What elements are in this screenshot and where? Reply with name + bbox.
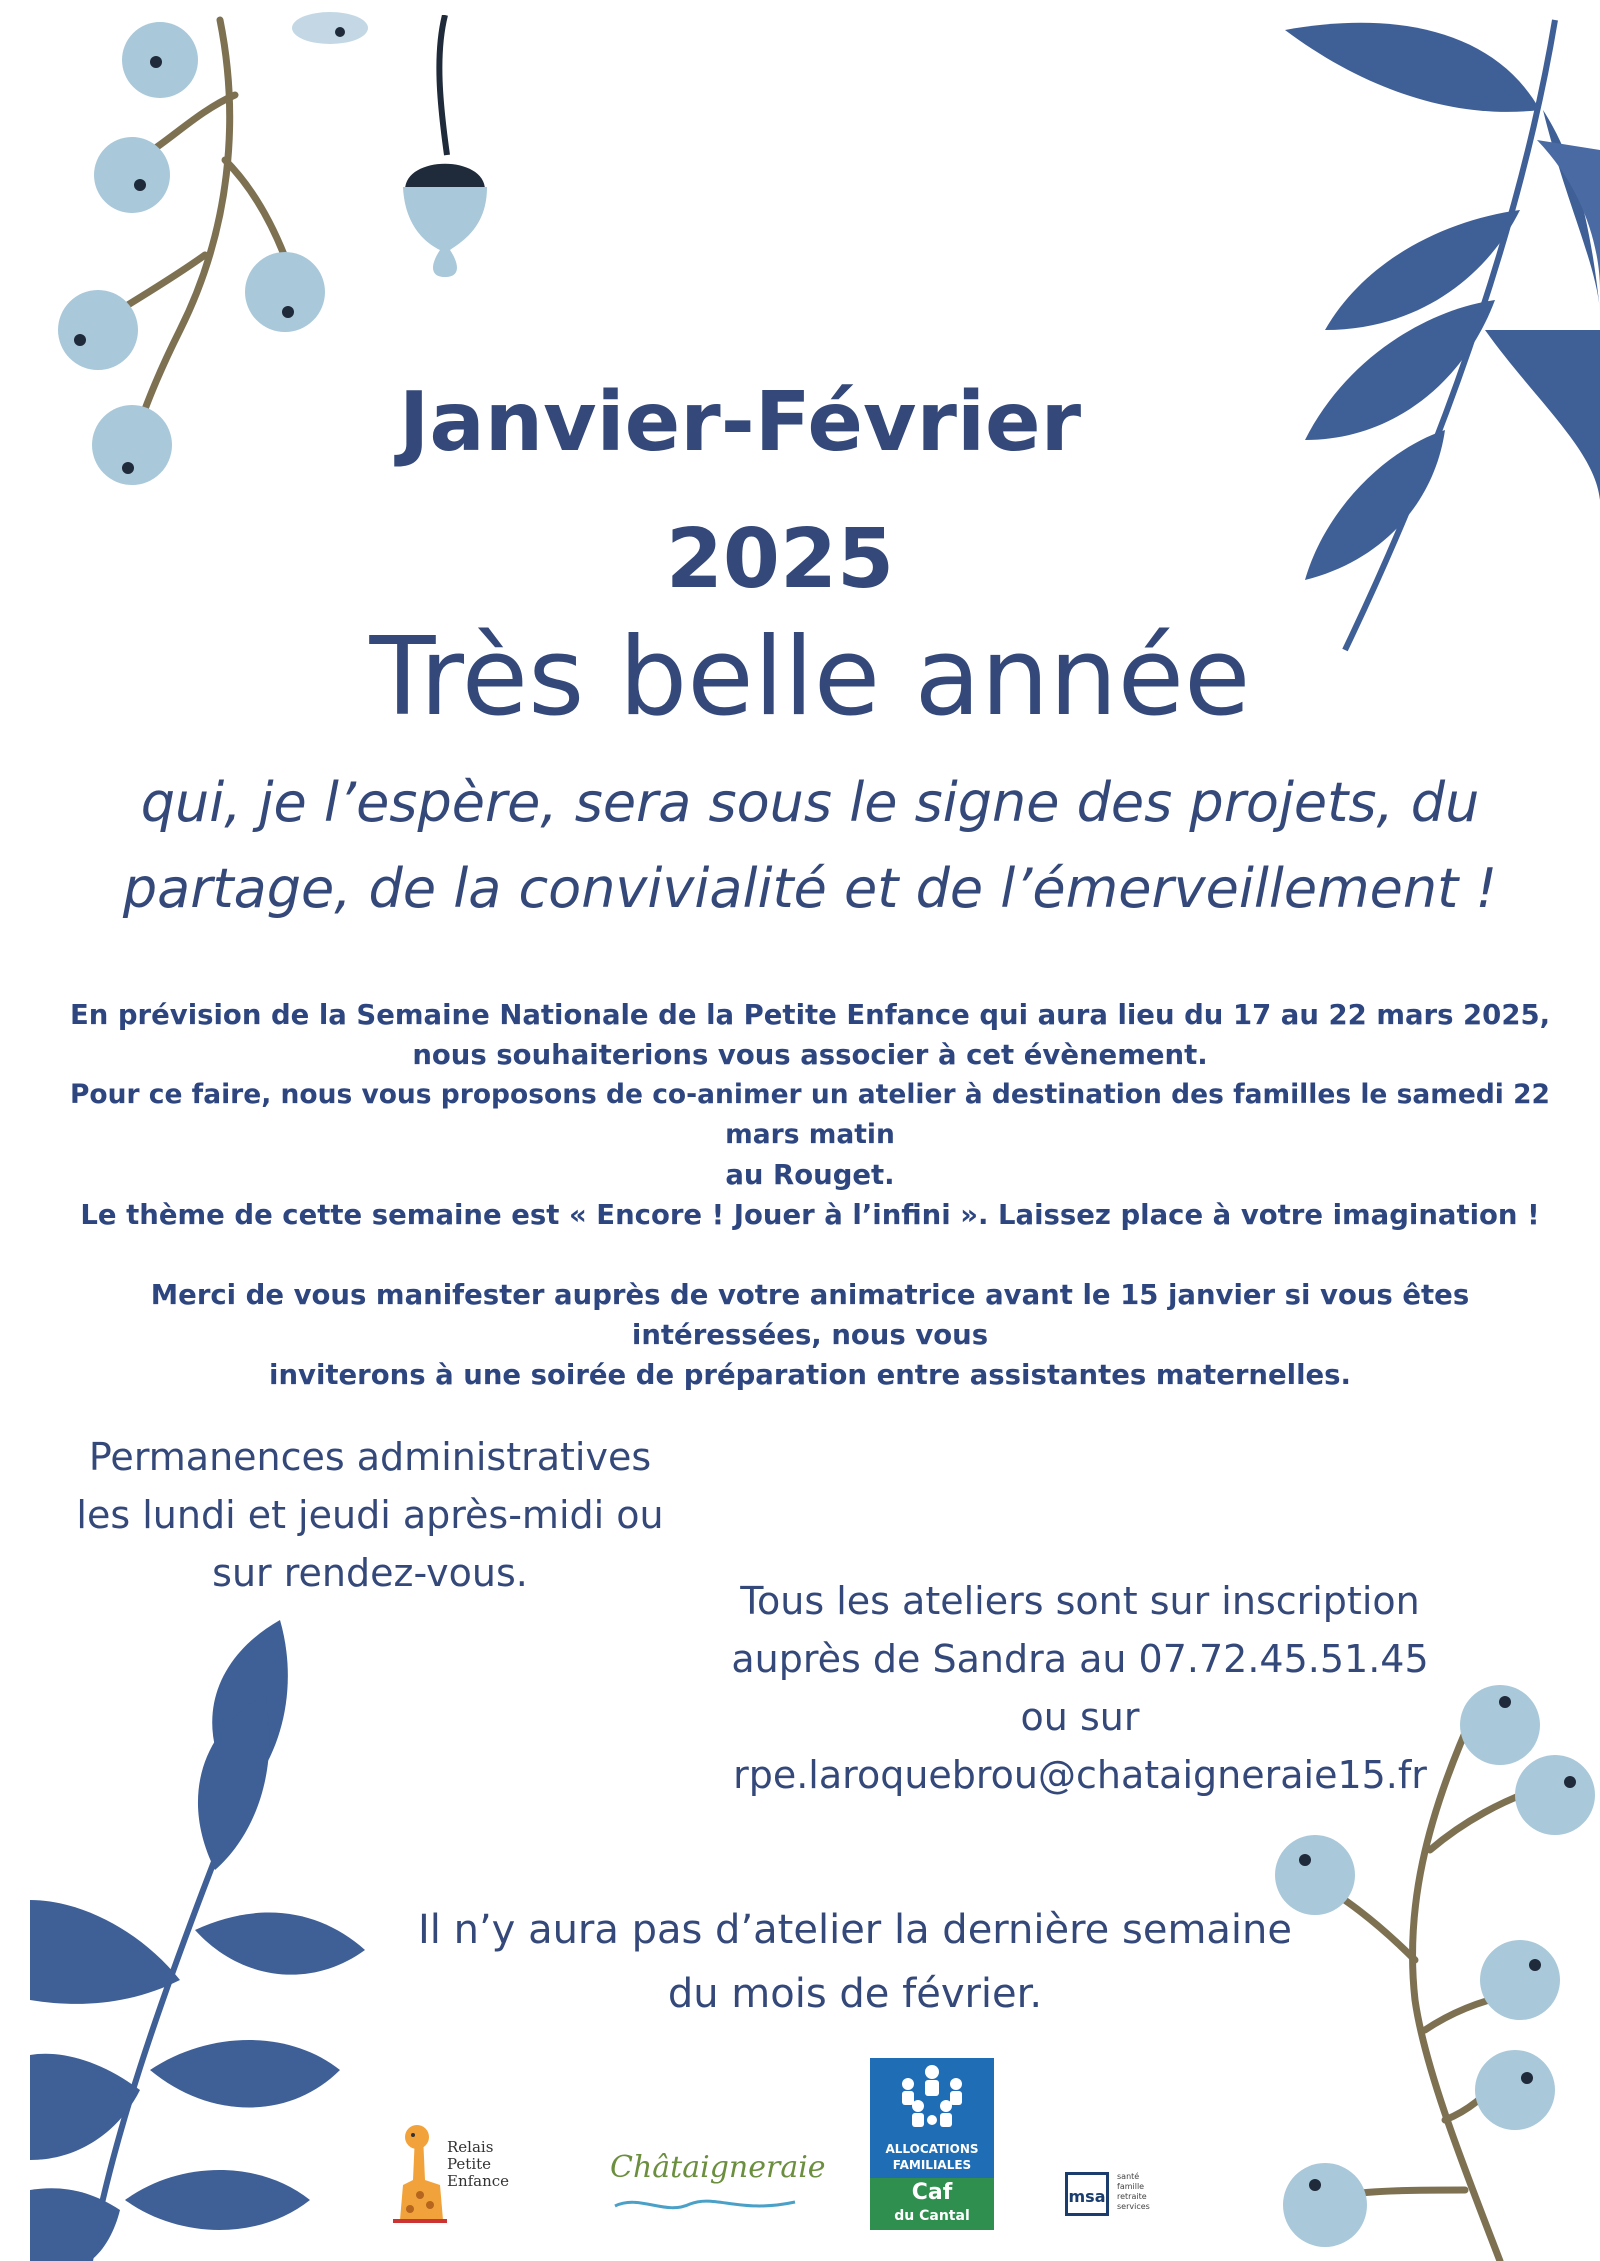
- rpe-logo: [385, 2125, 535, 2230]
- giraffe-icon: [385, 2125, 455, 2225]
- permanences-info: [55, 1428, 685, 1602]
- intro-line: inviterons à une soirée de préparation entre assistantes maternelles.: [269, 1359, 1351, 1391]
- intro-line: Merci de vous manifester auprès de votre animatrice avant le 15 janvier si vous êtes intéressées, nous vous: [150, 1279, 1470, 1351]
- wave-icon: [610, 2192, 800, 2216]
- contact-line: ou sur: [1020, 1695, 1140, 1739]
- caf-logo-text: ALLOCATIONS: [885, 2142, 979, 2156]
- msa-logo-text: services: [1117, 2202, 1150, 2211]
- intro-line: En prévision de la Semaine Nationale de la Petite Enfance qui aura lieu du 17 au 22 mars 2025,: [69, 999, 1551, 1031]
- msa-logo: [1065, 2170, 1175, 2220]
- note-line: Il n’y aura pas d’atelier la dernière semaine: [417, 1907, 1293, 1953]
- leaves-bottom-left-illustration: [30, 1600, 380, 2261]
- hanging-berry-illustration: [385, 15, 505, 285]
- intro-line: Le thème de cette semaine est « Encore ! Jouer à l’infini ». Laissez place à votre imagination !: [80, 1199, 1540, 1231]
- caf-figures-icon: [870, 2058, 994, 2138]
- caf-logo: [870, 2058, 994, 2230]
- intro-line: au Rouget.: [725, 1159, 895, 1191]
- poster-headline: Très belle année: [369, 615, 1251, 740]
- rpe-logo-text: Enfance: [447, 2172, 510, 2190]
- caf-logo-text: Caf: [911, 2180, 953, 2205]
- msa-logo-mark: msa: [1065, 2172, 1109, 2216]
- msa-logo-text: santé: [1117, 2172, 1140, 2181]
- caf-logo-text: du Cantal: [894, 2208, 970, 2224]
- msa-logo-text: retraite: [1117, 2192, 1147, 2201]
- intro-line: nous souhaiterions vous associer à cet évènement.: [412, 1039, 1208, 1071]
- contact-info: [700, 1572, 1460, 1804]
- rpe-logo-text: Petite: [447, 2155, 492, 2173]
- contact-email: rpe.laroquebrou@chataigneraie15.fr: [733, 1753, 1427, 1797]
- note-line: du mois de février.: [667, 1971, 1043, 2017]
- poster-subline: [40, 760, 1580, 932]
- contact-line: Tous les ateliers sont sur inscription: [740, 1579, 1420, 1623]
- permanences-line: les lundi et jeudi après-midi ou: [76, 1493, 664, 1537]
- no-workshop-note: [360, 1898, 1350, 2026]
- contact-phone-line: auprès de Sandra au 07.72.45.51.45: [731, 1637, 1429, 1681]
- chataigneraie-logo-text: Châtaigneraie: [610, 2150, 826, 2185]
- poster-subline-line2: partage, de la convivialité et de l’émerveillement !: [122, 857, 1498, 920]
- msa-logo-text: famille: [1117, 2182, 1145, 2191]
- poster-title-year: 2025: [665, 512, 895, 607]
- permanences-line: sur rendez-vous.: [212, 1551, 528, 1595]
- permanences-line: Permanences administratives: [88, 1435, 652, 1479]
- intro-line: Pour ce faire, nous vous proposons de co-animer un atelier à destination des familles le samedi 22 mars matin: [69, 1079, 1550, 1150]
- caf-logo-text: FAMILIALES: [892, 2158, 972, 2172]
- poster-title-months: Janvier-Février: [398, 375, 1082, 470]
- chataigneraie-logo: [610, 2150, 826, 2220]
- rpe-logo-text: Relais: [447, 2138, 494, 2156]
- poster-subline-line1: qui, je l’espère, sera sous le signe des projets, du: [140, 771, 1480, 834]
- intro-announcement: [55, 995, 1565, 1395]
